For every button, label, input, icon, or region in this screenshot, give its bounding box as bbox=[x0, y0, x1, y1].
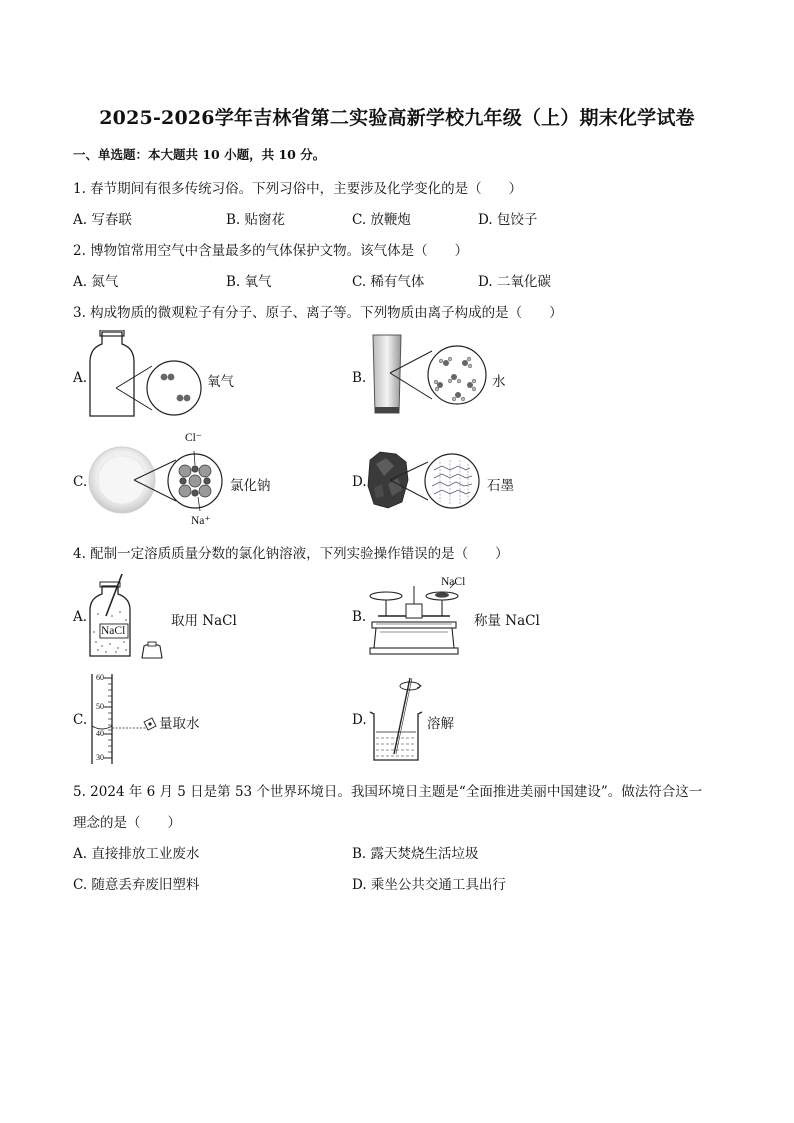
page-title: 2025-2026学年吉林省第二实验高新学校九年级（上）期末化学试卷 bbox=[99, 107, 695, 129]
q4-option-a-label: 取用 NaCl bbox=[171, 613, 237, 629]
q5-option-a[interactable]: A. 直接排放工业废水 bbox=[73, 846, 200, 862]
bottle-nacl-tag: NaCl bbox=[101, 625, 126, 637]
tick-label-50: 50 bbox=[96, 702, 104, 711]
q3-oxygen-bottle-figure bbox=[86, 330, 216, 422]
q4-option-b-letter[interactable]: B. bbox=[352, 609, 367, 625]
question-4-stem: 4. 配制一定溶质质量分数的氯化钠溶液，下列实验操作错误的是（ ） bbox=[73, 546, 509, 562]
tick-label-30: 30 bbox=[96, 753, 104, 762]
tick-label-40: 40 bbox=[96, 729, 104, 738]
question-3-stem: 3. 构成物质的微观粒子有分子、原子、离子等。下列物质由离子构成的是（ ） bbox=[73, 305, 563, 321]
q4-option-c-letter[interactable]: C. bbox=[73, 712, 88, 728]
q1-option-c[interactable]: C. 放鞭炮 bbox=[352, 212, 411, 228]
q3-option-a-letter[interactable]: A. bbox=[73, 370, 88, 386]
question-5-stem-line-1: 5. 2024 年 6 月 5 日是第 53 个世界环境日。我国环境日主题是“全面推进美丽中国建设”。做法符合这一 bbox=[73, 784, 703, 800]
q4-balance-figure bbox=[366, 582, 478, 658]
q5-option-b[interactable]: B. 露天焚烧生活垃圾 bbox=[352, 846, 479, 862]
q3-option-c-label: 氯化钠 bbox=[230, 478, 271, 494]
chloride-ion-label: Cl⁻ bbox=[185, 432, 202, 444]
q4-beaker-figure bbox=[368, 672, 428, 766]
question-2-stem: 2. 博物馆常用空气中含量最多的气体保护文物。该气体是（ ） bbox=[73, 243, 469, 259]
q4-option-b-label: 称量 NaCl bbox=[474, 613, 540, 629]
q2-option-a[interactable]: A. 氮气 bbox=[73, 274, 119, 290]
q4-measuring-cylinder-figure bbox=[86, 672, 162, 766]
question-5-stem-line-2: 理念的是（ ） bbox=[73, 815, 181, 831]
q3-salt-dish-figure bbox=[88, 443, 223, 519]
q3-water-glass-figure bbox=[370, 333, 490, 417]
q4-option-a-letter[interactable]: A. bbox=[73, 609, 88, 625]
q5-option-d[interactable]: D. 乘坐公共交通工具出行 bbox=[352, 877, 506, 893]
q4-option-d-label: 溶解 bbox=[427, 716, 454, 732]
q3-option-b-label: 水 bbox=[492, 374, 506, 390]
balance-nacl-tag: NaCl bbox=[441, 576, 466, 588]
q4-option-d-letter[interactable]: D. bbox=[352, 712, 367, 728]
sodium-ion-label: Na⁺ bbox=[191, 515, 211, 527]
q4-reagent-bottle-figure bbox=[86, 572, 168, 660]
q2-option-b[interactable]: B. 氧气 bbox=[226, 274, 272, 290]
q3-option-a-label: 氧气 bbox=[207, 374, 234, 390]
q3-option-b-letter[interactable]: B. bbox=[352, 370, 367, 386]
q1-option-d[interactable]: D. 包饺子 bbox=[478, 212, 538, 228]
q2-option-d[interactable]: D. 二氧化碳 bbox=[478, 274, 551, 290]
q1-option-b[interactable]: B. 贴窗花 bbox=[226, 212, 286, 228]
q3-option-d-letter[interactable]: D. bbox=[352, 474, 367, 490]
tick-label-60: 60 bbox=[96, 673, 104, 682]
section-heading: 一、单选题：本大题共 10 小题，共 10 分。 bbox=[73, 147, 326, 162]
q3-option-d-label: 石墨 bbox=[487, 478, 514, 494]
q3-graphite-figure bbox=[366, 450, 486, 512]
q5-option-c[interactable]: C. 随意丢弃废旧塑料 bbox=[73, 877, 200, 893]
q3-option-c-letter[interactable]: C. bbox=[73, 474, 88, 490]
question-1-stem: 1. 春节期间有很多传统习俗。下列习俗中，主要涉及化学变化的是（ ） bbox=[73, 181, 523, 197]
q4-option-c-label: 量取水 bbox=[159, 716, 200, 732]
q1-option-a[interactable]: A. 写春联 bbox=[73, 212, 132, 228]
q2-option-c[interactable]: C. 稀有气体 bbox=[352, 274, 425, 290]
